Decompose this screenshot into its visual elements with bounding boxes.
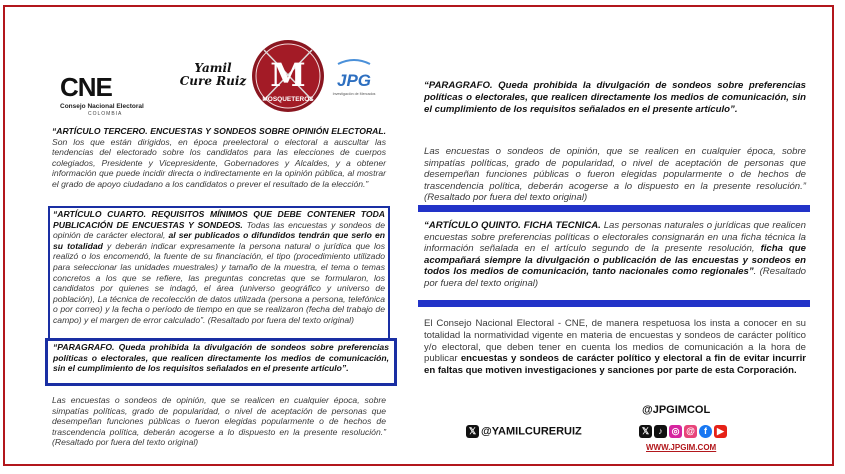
yamil-social[interactable] [466,425,582,438]
art3-title: “ARTÍCULO TERCERO. ENCUESTAS Y SONDEOS SOBRE OPINIÓN ELECTORAL. [52,126,386,136]
cne-country: COLOMBIA [88,111,123,117]
left-paragraph-body: Las encuestas o sondeos de opinión, que se realicen en cualquier época, sobre simpatías políticas, grado de popularidad, o nivel de aceptación de personas que desempeñan funciones públicas o fueron elegidas popularmente o de hechos de trascendencia política, deberán acogerse a lo dispuesto en la presente resolución.” (Resaltado por fuera del texto original) [52,395,386,448]
right-paragraph-title: “PARAGRAFO. Queda prohibida la divulgación de sondeos sobre preferencias políticas o electorales, que realicen directamente los medios de comunicación, sin el cumplimiento de los requisitos señalados en el presente artículo”. [424,80,806,115]
x-icon[interactable]: 𝕏 [639,425,652,438]
mosq-label: MOSQUETEROS [262,96,314,103]
article-fifth [424,220,806,290]
yamil-line1: Yamil [194,61,232,75]
art4-title: “ARTÍCULO CUARTO. REQUISITOS MÍNIMOS QUE DEBE CONTENER TODA PUBLICACIÓN DE ENCUESTAS Y SONDEOS. [53,209,385,230]
jpg-sub: Investigación de Mercados [332,92,376,96]
cne-bold: encuestas y sondeos de carácter político y electoral a fin de evitar incurrir en faltas que motiven investigaciones y sanciones por parte de esta Corporación. [424,353,807,377]
left-paragraph-title: “PARAGRAFO. Queda prohibida la divulgación de sondeos sobre preferencias políticas o electorales, que realicen directamente los medios de comunicación, sin el cumplimiento de los requisitos señalados en el presente artículo”. [53,342,389,374]
cne-notice [424,318,806,377]
art5-title: “ARTÍCULO QUINTO. FICHA TECNICA. [424,220,601,231]
art4-bold: al ser publicados o difundidos tendrán que serlo en su totalidad [53,230,385,251]
instagram-icon[interactable]: ◎ [669,425,682,438]
cne-name: Consejo Nacional Electoral [60,103,144,110]
art4-body1: Todas las encuestas y sondeos de opinión de carácter electoral, [53,219,385,241]
cne-letters: CNE [60,72,112,102]
blue-bar-bottom [418,300,810,307]
social-icons [639,423,729,441]
facebook-icon[interactable]: f [699,425,712,438]
blue-bar-top [418,205,810,212]
art3-body: Son los que están dirigidos, en época preelectoral o electoral a auscultar las tendencias del electorado sobre los candidatos para las elecciones de cuerpos colegiados, Presidente y Vicepresidente, Gobernadores y Alcaldes, y a obtener información que puede incidir directa o indirectamente en la opinión pública, al mostrar el grado de apoyo ciudadano a los candidatos o prever el resultado de la elección.” [52,136,386,189]
article-fourth [53,209,385,326]
cne-body1: El Consejo Nacional Electoral - CNE, de manera respetuosa los insta a conocer en su totalidad la normatividad vigente en materia de encuestas y sondeos de carácter político y/o electoral, que deben tener en cuenta los medios de comunicación a la hora de publicar [424,318,806,365]
mosq-letter: M [270,56,306,94]
art4-body2: y deberán indicar expresamente la persona natural o jurídica que los realizó o los encomendó, la fuente de su financiación, el tipo (procedimiento utilizado para seleccionar las unidades muestrales) y tamaño de la muestra, el tema o temas concretos a los que se refiere, las preguntas concretas que se formularon, los candidatos por quienes se indagó, el área (universo geográfico y universo de población), La técnica de recolección de datos utilizada (persona a persona, telefónica o por correo) y la fecha o período de tiempo en que se realizaron (fecha del trabajo de campo) y el margen de error calculado”. (Resaltado por fuera del texto original) [53,240,385,325]
jpg-logo [332,58,376,102]
youtube-icon[interactable]: ▶ [714,425,727,438]
jpg-handle[interactable]: @JPGIMCOL [642,404,711,416]
website-link[interactable]: WWW.JPGIM.COM [646,443,717,452]
art5-body1: Las personas naturales o jurídicas que realicen encuestas sobre preferencias políticas o electorales consignarán en una ficha técnica la información señalada en el artículo segundo de la presente resolución, [424,220,806,255]
yamil-line2: Cure Ruiz [179,74,247,88]
article-third [52,126,386,190]
right-paragraph-body: Las encuestas o sondeos de opinión, que se realicen en cualquier época, sobre simpatías políticas, grado de popularidad, o nivel de aceptación de personas que desempeñan funciones públicas o fueron elegidas popularmente o de hechos de trascendencia política, deberán acogerse a lo dispuesto en la presente resolución.” (Resaltado por fuera del texto original) [424,146,806,204]
mosqueteros-logo [250,38,326,114]
yamil-logo [178,62,248,88]
art5-bold: ficha que acompañará siempre la divulgación o publicación de las encuestas y sondeos en todos los medios de comunicación, tanto nacionales como regionales” [424,243,806,278]
art5-body2: . (Resaltado por fuera del texto original) [424,266,807,289]
threads-icon[interactable]: @ [684,425,697,438]
jpg-letters: JPG [336,71,372,90]
tiktok-icon[interactable]: ♪ [654,425,667,438]
x-icon: 𝕏 [466,425,479,438]
yamil-handle: @YAMILCURERUIZ [481,425,582,438]
cne-logo [60,72,180,117]
